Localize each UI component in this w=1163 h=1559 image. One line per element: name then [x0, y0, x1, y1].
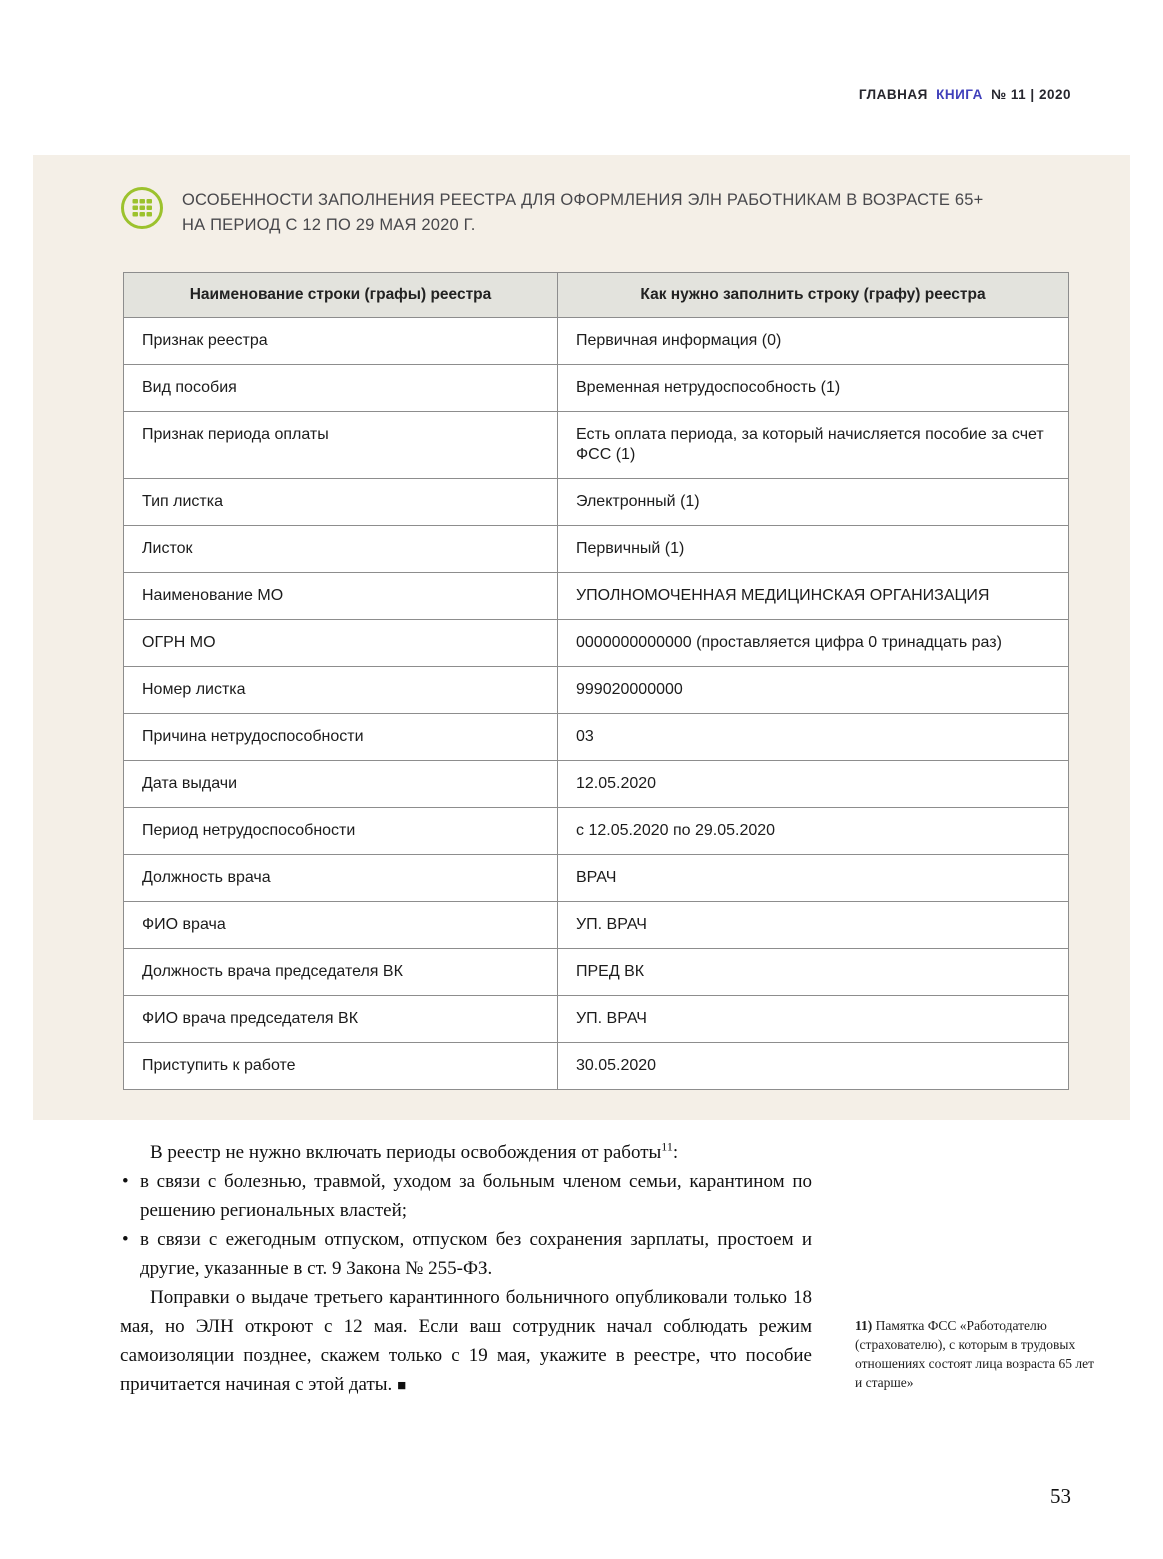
table-row	[124, 855, 1069, 902]
table-header-col1: Наименование строки (графы) реестра	[124, 273, 558, 318]
table-row	[124, 479, 1069, 526]
intro-colon: :	[672, 1142, 679, 1163]
table-cell: Причина нетрудоспособности	[124, 714, 558, 761]
magazine-title-accent: КНИГА	[936, 87, 983, 102]
table-cell: Наименование МО	[124, 573, 558, 620]
table-cell: 03	[558, 714, 1069, 761]
sidenote-text: Памятка ФСС «Работодателю (страхователю), с которым в трудовых отношениях состоят лица возраста 65 лет и старше»	[855, 1318, 1094, 1390]
sidenote-ref: 11)	[855, 1318, 873, 1333]
table-cell: ФИО врача	[124, 902, 558, 949]
feature-box	[33, 155, 1130, 1120]
table-row	[124, 573, 1069, 620]
table-row	[124, 526, 1069, 573]
table-cell: Номер листка	[124, 667, 558, 714]
table-cell: УПОЛНОМОЧЕННАЯ МЕДИЦИНСКАЯ ОРГАНИЗАЦИЯ	[558, 573, 1069, 620]
table-cell: Временная нетрудоспособность (1)	[558, 365, 1069, 412]
table-cell: 30.05.2020	[558, 1043, 1069, 1090]
table-row	[124, 808, 1069, 855]
table-header-col2: Как нужно заполнить строку (графу) реестра	[558, 273, 1069, 318]
article-body	[120, 1138, 812, 1401]
table-cell: Листок	[124, 526, 558, 573]
table-cell: Электронный (1)	[558, 479, 1069, 526]
sidenote	[855, 1316, 1097, 1392]
closing-text: Поправки о выдаче третьего карантинного больничного опубликовали только 18 мая, но ЭЛН откроют с 12 мая. Если ваш сотрудник начал соблюдать режим самоизоляции позднее, скажем только с 19 мая, укажите в реестре, что пособие причитается начиная с этой даты.	[120, 1287, 812, 1395]
table-row	[124, 365, 1069, 412]
table-cell: Приступить к работе	[124, 1043, 558, 1090]
table-grid-icon	[119, 185, 165, 231]
table-header-row	[124, 273, 1069, 318]
paragraph-intro	[120, 1138, 812, 1167]
table-cell: ФИО врача председателя ВК	[124, 996, 558, 1043]
table-cell: УП. ВРАЧ	[558, 996, 1069, 1043]
footnote-ref: 11	[661, 1139, 673, 1154]
table-cell: ПРЕД ВК	[558, 949, 1069, 996]
magazine-title-dark: ГЛАВНАЯ	[858, 87, 928, 102]
table-cell: с 12.05.2020 по 29.05.2020	[558, 808, 1069, 855]
table-cell: 999020000000	[558, 667, 1069, 714]
table-cell: Есть оплата периода, за который начисляется пособие за счет ФСС (1)	[558, 412, 1069, 479]
table-cell: Период нетрудоспособности	[124, 808, 558, 855]
table-cell: ВРАЧ	[558, 855, 1069, 902]
list-item: • в связи с ежегодным отпуском, отпуском без сохранения зарплаты, простоем и другие, указанные в ст. 9 Закона № 255-ФЗ.	[120, 1225, 812, 1283]
table-row	[124, 714, 1069, 761]
feature-title-line2: НА ПЕРИОД С 12 ПО 29 МАЯ 2020 Г.	[182, 216, 476, 234]
table-cell: Признак реестра	[124, 318, 558, 365]
table-cell: Тип листка	[124, 479, 558, 526]
magazine-issue: № 11 | 2020	[991, 87, 1071, 102]
table-cell: ОГРН МО	[124, 620, 558, 667]
table-cell: 0000000000000 (проставляется цифра 0 тринадцать раз)	[558, 620, 1069, 667]
table-row	[124, 761, 1069, 808]
end-of-article-mark: ■	[397, 1378, 407, 1394]
table-cell: Должность врача председателя ВК	[124, 949, 558, 996]
table-cell: Вид пособия	[124, 365, 558, 412]
table-cell: Признак периода оплаты	[124, 412, 558, 479]
table-cell: Должность врача	[124, 855, 558, 902]
table-cell: 12.05.2020	[558, 761, 1069, 808]
table-row	[124, 667, 1069, 714]
table-row	[124, 1043, 1069, 1090]
table-row	[124, 949, 1069, 996]
table-cell: Дата выдачи	[124, 761, 558, 808]
registry-table-body	[124, 318, 1069, 1090]
table-row	[124, 412, 1069, 479]
page-number: 53	[1050, 1484, 1071, 1508]
feature-title	[182, 188, 984, 238]
table-cell: Первичная информация (0)	[558, 318, 1069, 365]
list-item: • в связи с болезнью, травмой, уходом за больным членом семьи, карантином по решению региональных властей;	[120, 1167, 812, 1225]
table-cell: УП. ВРАЧ	[558, 902, 1069, 949]
feature-header	[33, 155, 1130, 238]
table-row	[124, 902, 1069, 949]
table-row	[124, 620, 1069, 667]
paragraph-closing	[120, 1283, 812, 1401]
table-row	[124, 318, 1069, 365]
feature-title-line1: ОСОБЕННОСТИ ЗАПОЛНЕНИЯ РЕЕСТРА ДЛЯ ОФОРМЛЕНИЯ ЭЛН РАБОТНИКАМ В ВОЗРАСТЕ 65+	[182, 191, 984, 209]
table-row	[124, 996, 1069, 1043]
registry-table	[123, 272, 1069, 1090]
masthead	[859, 87, 1071, 102]
intro-text: В реестр не нужно включать периоды освобождения от работы	[150, 1142, 662, 1163]
bullet-list	[120, 1167, 812, 1283]
table-cell: Первичный (1)	[558, 526, 1069, 573]
